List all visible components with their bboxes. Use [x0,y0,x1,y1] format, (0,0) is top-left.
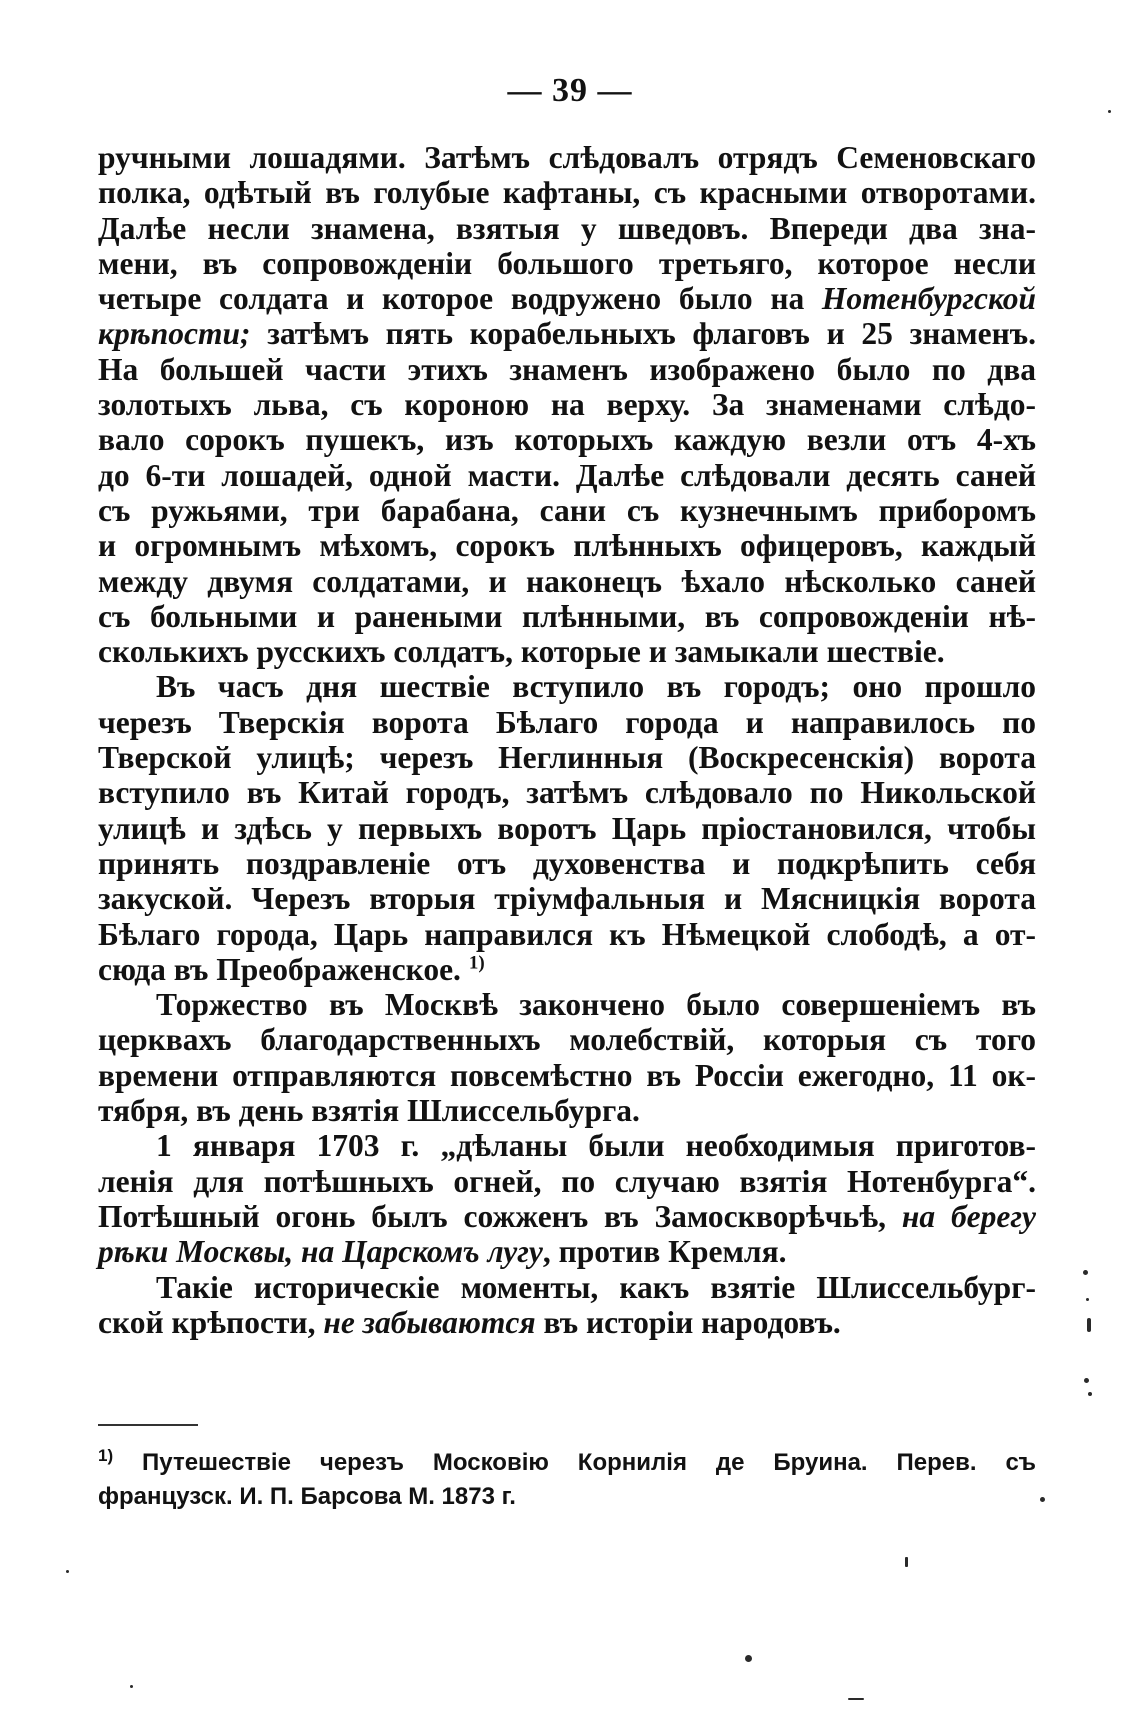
text-line: На большей части этихъ знаменъ изображено было по два [98,351,1036,387]
text-line: улицѣ и здѣсь у первыхъ воротъ Царь пріостановился, чтобы [98,810,1036,846]
footnote-rule [98,1424,198,1426]
footnote-line: французск. И. П. Барсова М. 1873 г. [98,1483,516,1510]
scan-speck [1108,110,1111,113]
italic-text: на берегу [901,1198,1036,1234]
text-line: Бѣлаго города, Царь направился къ Нѣмецкой слободѣ, а от- [98,916,1036,952]
text-line [98,952,1036,987]
text-line [98,316,1036,351]
text-line: Такіе историческіе моменты, какъ взятіе Шлиссельбург- [156,1269,1036,1305]
text-segment: ской крѣпости, [98,1304,324,1340]
italic-text: Нотенбургской [821,281,1036,317]
text-segment: затѣмъ пять корабельныхъ флаговъ и 25 знаменъ. [267,316,1036,352]
page-number: — 39 — [507,72,633,109]
text-line: между двумя солдатами, и наконецъ ѣхало нѣсколько саней [98,563,1036,599]
text-line: ручными лошадями. Затѣмъ слѣдовалъ отрядъ Семеновскаго [98,140,1036,175]
text-line: съ больными и ранеными плѣнными, въ сопровожденіи нѣ- [98,598,1036,634]
text-line [98,1234,1036,1269]
text-line: Въ часъ дня шествіе вступило въ городъ; оно прошло [156,669,1036,705]
italic-text: не забываются [323,1304,536,1340]
scan-speck [848,1698,864,1700]
scan-speck [1088,1392,1092,1396]
italic-text: крѣпости; [98,316,251,352]
text-line: времени отправляются повсемѣстно въ Россіи ежегодно, 11 ок- [98,1057,1036,1093]
text-line: вало сорокъ пушекъ, изъ которыхъ каждую везли отъ 4-хъ [98,422,1036,458]
scan-speck [745,1655,752,1662]
footnote-line [98,1446,1036,1480]
text-line: Далѣе несли знамена, взятыя у шведовъ. Впереди два зна- [98,210,1036,246]
scan-speck [1040,1497,1045,1502]
text-line: золотыхъ льва, съ короною на верху. За знаменами слѣдо- [98,387,1036,423]
scan-speck [905,1557,908,1567]
scan-speck [66,1570,69,1573]
text-line: вступило въ Китай городъ, затѣмъ слѣдовало по Никольской [98,775,1036,811]
text-line: Торжество въ Москвѣ закончено было совершеніемъ въ [156,987,1036,1023]
scan-speck [1086,1298,1089,1301]
text-line: и огромнымъ мѣхомъ, сорокъ плѣнныхъ офицеровъ, каждый [98,528,1036,564]
text-line: принять поздравленіе отъ духовенства и подкрѣпить себя [98,845,1036,881]
text-line [98,1305,1036,1340]
text-line: 1 января 1703 г. „дѣланы были необходимыя приготов- [156,1128,1036,1164]
text-line: черезъ Тверскія ворота Бѣлаго города и направилось по [98,704,1036,740]
text-segment: Потѣшный огонь былъ сожженъ въ Замоскворѣчьѣ, [98,1198,902,1234]
text-segment: четыре солдата и которое водружено было на [98,281,822,317]
text-line: ленія для потѣшныхъ огней, по случаю взятія Нотенбурга“. [98,1163,1036,1199]
scan-speck [1083,1270,1088,1275]
text-line: церквахъ благодарственныхъ молебствій, которыя съ того [98,1022,1036,1058]
footnote-reference: 1) [468,952,485,974]
text-line: мени, въ сопровожденіи большого третьяго, которое несли [98,245,1036,281]
text-line: Тверской улицѣ; черезъ Неглинныя (Воскресенскія) ворота [98,740,1036,776]
text-line: съ ружьями, три барабана, сани съ кузнечнымъ приборомъ [98,492,1036,528]
text-segment: сюда въ Преображенское. [98,951,469,987]
text-line: сколькихъ русскихъ солдатъ, которые и замыкали шествіе. [98,634,945,670]
footnote-mark: 1) [98,1446,114,1465]
text-line [98,281,1036,316]
text-line [98,1199,1036,1234]
text-line: до 6-ти лошадей, одной масти. Далѣе слѣдовали десять саней [98,457,1036,493]
text-segment: въ исторіи народовъ. [535,1304,841,1340]
scan-speck [1087,1318,1091,1332]
body-text [98,140,1036,1340]
text-line: полка, одѣтый въ голубые кафтаны, съ красными отворотами. [98,175,1036,211]
footnote-text: Путешествіе черезъ Московію Корнилія де Бруина. Перев. съ [113,1449,1036,1476]
text-line: тября, въ день взятія Шлиссельбурга. [98,1093,640,1129]
text-segment: , против Кремля. [542,1234,787,1270]
italic-text: рѣки Москвы, на Царскомъ лугу [98,1234,543,1270]
scan-speck [130,1685,133,1688]
text-line: закуской. Черезъ вторыя тріумфальныя и Мясницкія ворота [98,881,1036,917]
footnote [98,1446,1036,1514]
scan-speck [1084,1378,1089,1383]
